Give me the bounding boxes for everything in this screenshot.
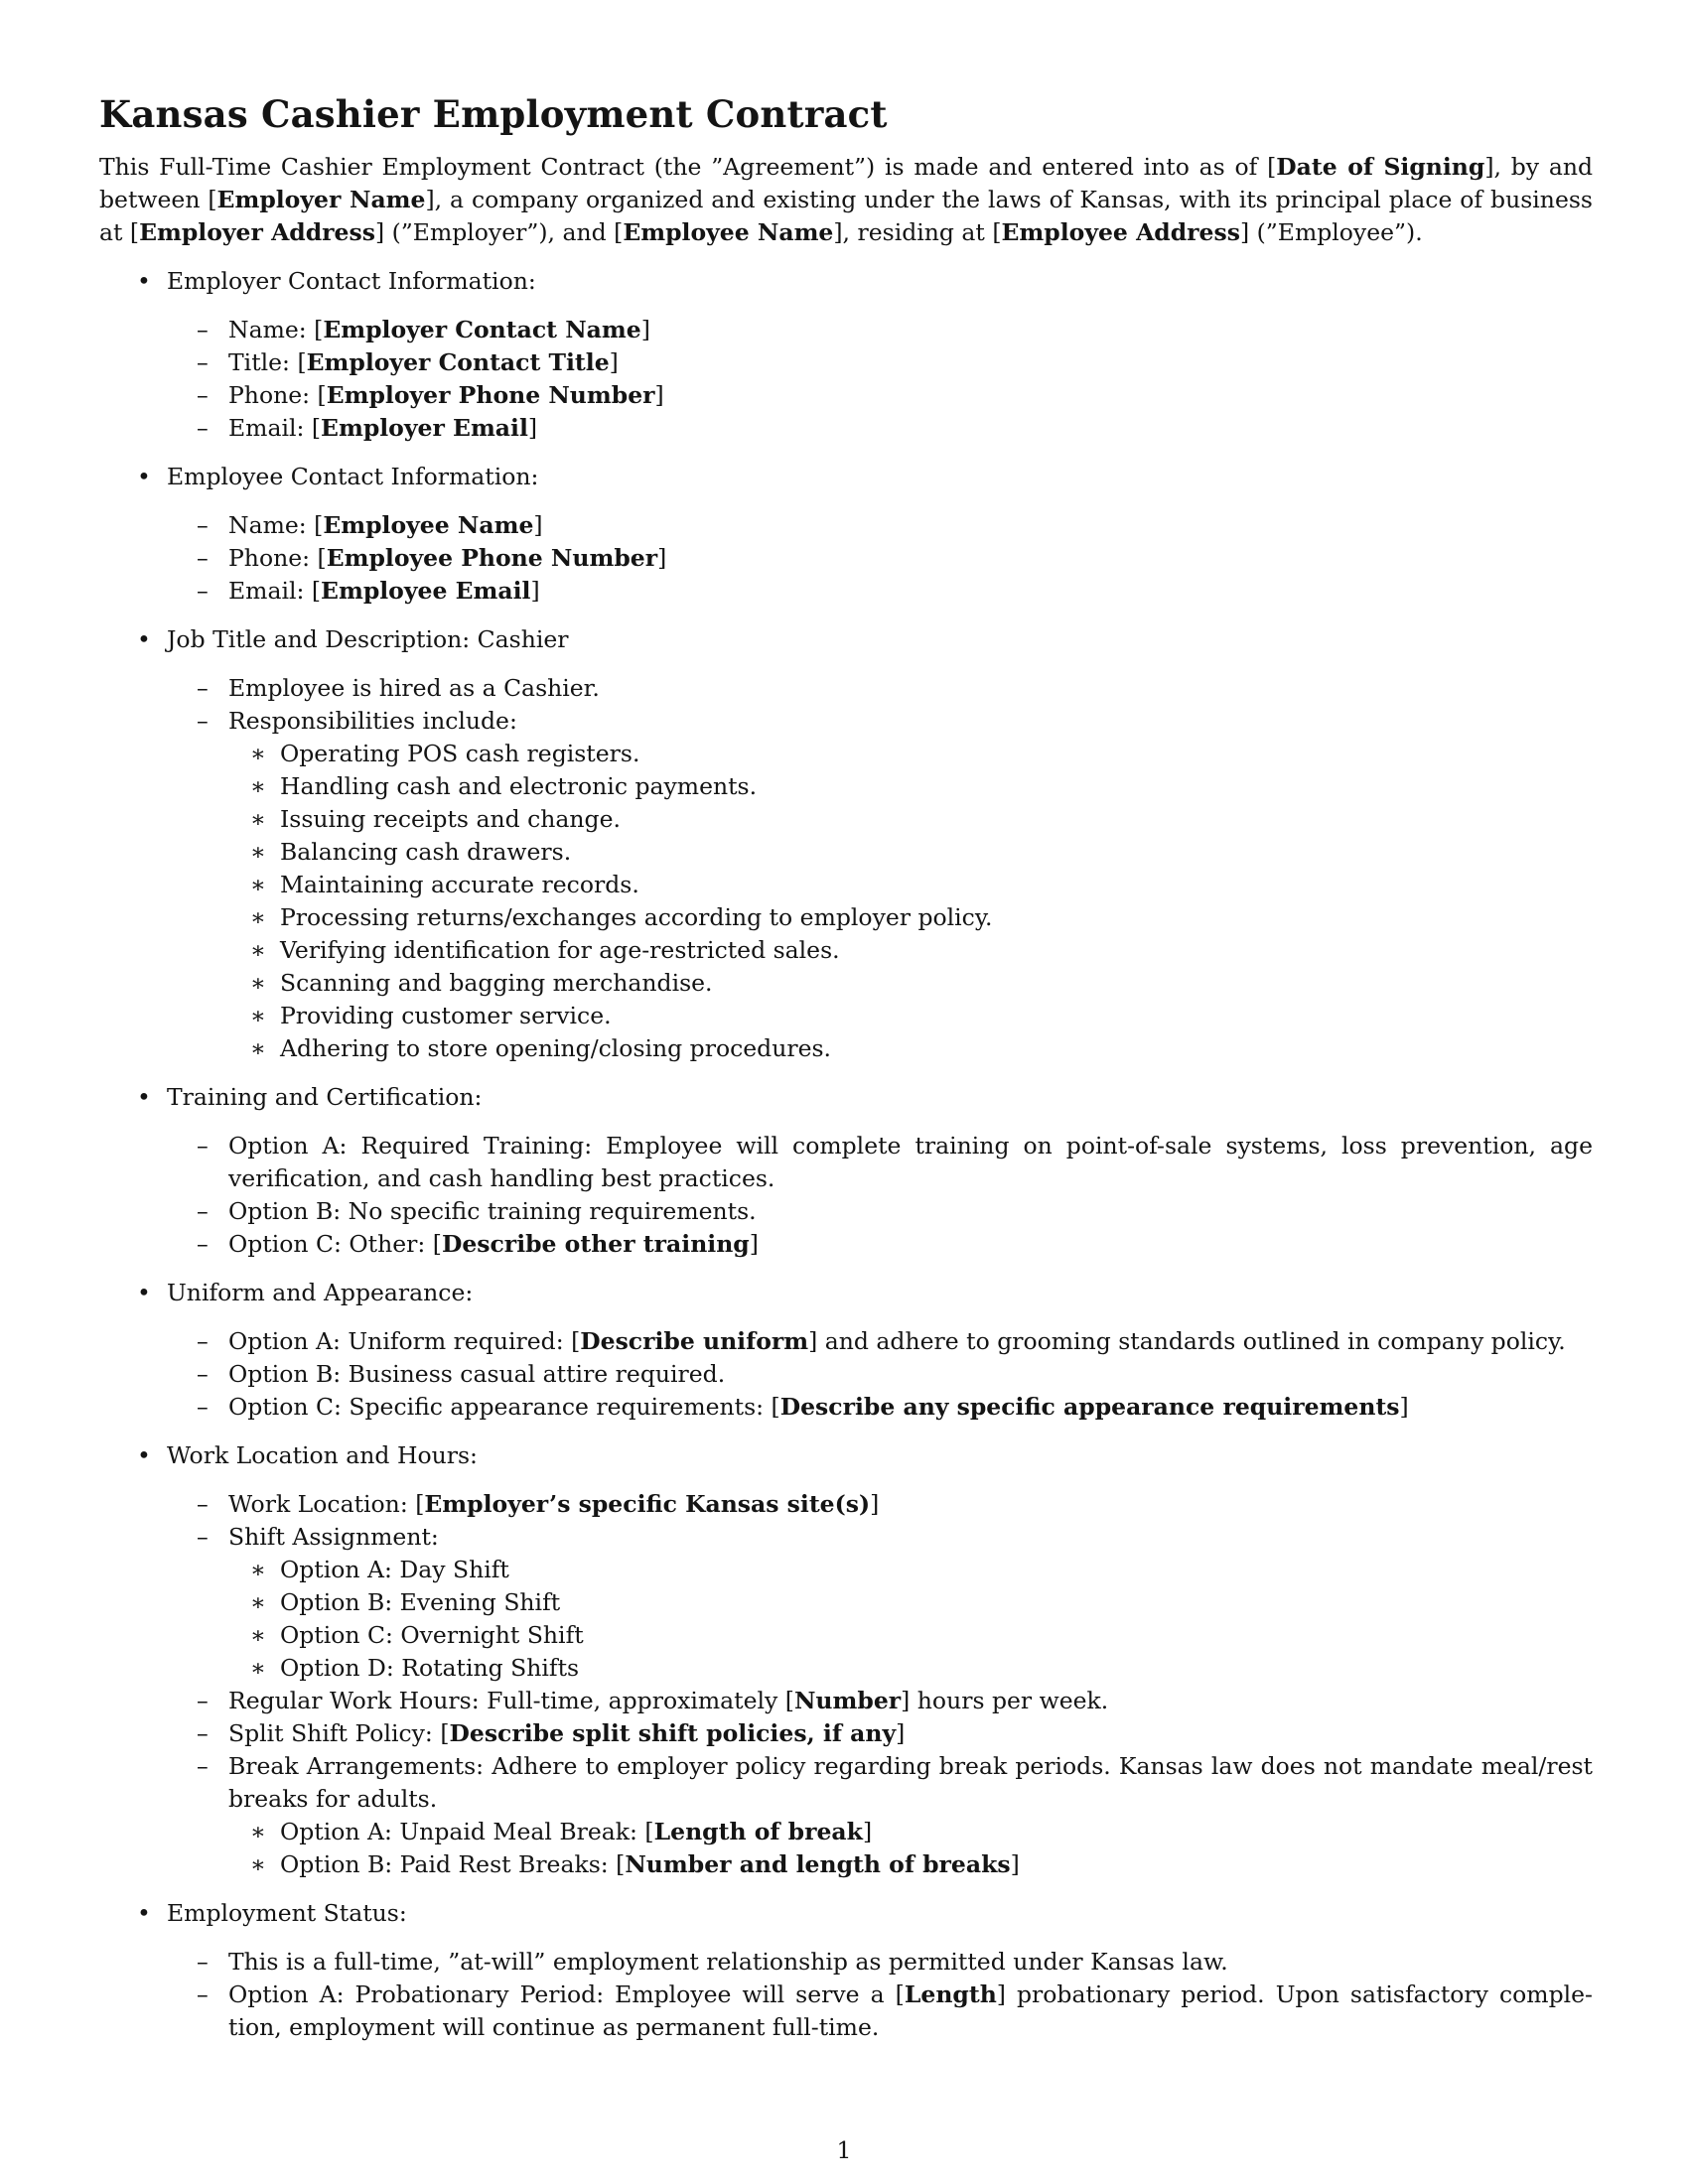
responsibilities-list xyxy=(228,738,1593,1065)
employer-address-placeholder: Employer Address xyxy=(139,218,375,246)
list-item: – Phone: [Employer Phone Number] xyxy=(167,379,1593,412)
list-item: ∗ Option A: Unpaid Meal Break: [Length of break] xyxy=(228,1816,1593,1848)
list-item: – Phone: [Employee Phone Number] xyxy=(167,542,1593,575)
shift-options-list xyxy=(228,1554,1593,1685)
break-options-list xyxy=(228,1816,1593,1881)
list-item: – Break Arrangements: Adhere to employer policy regarding break periods. Kansas law does not mandate meal/rest breaks for adults. ∗ Option A: Unpaid Meal Break: [Length of break] ∗ Option B: Paid Rest Breaks: [Number and length of breaks] xyxy=(167,1750,1593,1881)
section-employment-status: • Employment Status: – This is a full-time, ”at-will” employment relationship as permitted under Kansas law. – Option A: Probationary Period: Employee will serve a [Length] probationary period. Upon satisfactory comple-tion, employment will continue as permanent full-time. xyxy=(99,1897,1593,2044)
section-uniform: • Uniform and Appearance: – Option A: Uniform required: [Describe uniform] and adhere to grooming standards outlined in company policy. – Option B: Business casual attire required. – Option C: Specific appearance requirements: [Describe any specific appearance requirements] xyxy=(99,1277,1593,1424)
list-item: – Option A: Required Training: Employee will complete training on point-of-sale systems, loss prevention, age verification, and cash handling best practices. xyxy=(167,1130,1593,1195)
list-item: ∗ Balancing cash drawers. xyxy=(228,836,1593,869)
list-item: ∗ Operating POS cash registers. xyxy=(228,738,1593,770)
section-training: • Training and Certification: – Option A: Required Training: Employee will complete training on point-of-sale systems, loss prevention, age verification, and cash handling best practices. – Option B: No specific training requirements. – Option C: Other: [Describe other training] xyxy=(99,1081,1593,1261)
list-item: – Responsibilities include: ∗ Operating POS cash registers. ∗ Handling cash and electronic payments. ∗ Issuing receipts and change. ∗ Balancing cash drawers. ∗ Maintaining accurate records. ∗ Processing returns/exchanges according to employer policy. ∗ Verifying identification for age-restricted sales. ∗ Scanning and bagging merchandise. ∗ Providing customer service. ∗ Adhering to store opening/closing procedures. xyxy=(167,705,1593,1065)
list-item: ∗ Option D: Rotating Shifts xyxy=(228,1652,1593,1685)
list-item: – Title: [Employer Contact Title] xyxy=(167,346,1593,379)
list-item: ∗ Providing customer service. xyxy=(228,1000,1593,1032)
section-employer-contact: • Employer Contact Information: – Name: [Employer Contact Name] – Title: [Employer Contact Title] – Phone: [Employer Phone Number] – Email: [Employer Email] xyxy=(99,265,1593,445)
list-item: ∗ Option A: Day Shift xyxy=(228,1554,1593,1586)
employee-address-placeholder: Employee Address xyxy=(1001,218,1240,246)
list-item: – Split Shift Policy: [Describe split shift policies, if any] xyxy=(167,1717,1593,1750)
list-item: ∗ Option C: Overnight Shift xyxy=(228,1619,1593,1652)
section-job-description: • Job Title and Description: Cashier – Employee is hired as a Cashier. – Responsibilities include: ∗ Operating POS cash registers. ∗ Handling cash and electronic payments. ∗ Issuing receipts and change. ∗ Balancing cash drawers. ∗ Maintaining accurate records. ∗ Processing returns/exchanges according to employer policy. ∗ Verifying identification for age-restricted sales. ∗ Scanning and bagging merchandise. ∗ Providing customer service. ∗ Adhering to store opening/closing procedures. xyxy=(99,623,1593,1065)
list-item: ∗ Adhering to store opening/closing procedures. xyxy=(228,1032,1593,1065)
list-item: – Employee is hired as a Cashier. xyxy=(167,672,1593,705)
list-item: – Shift Assignment: ∗ Option A: Day Shift ∗ Option B: Evening Shift ∗ Option C: Overnight Shift ∗ Option D: Rotating Shifts xyxy=(167,1521,1593,1685)
list-item: ∗ Option B: Evening Shift xyxy=(228,1586,1593,1619)
section-employee-contact: • Employee Contact Information: – Name: [Employee Name] – Phone: [Employee Phone Number] – Email: [Employee Email] xyxy=(99,461,1593,608)
list-item: – Regular Work Hours: Full-time, approximately [Number] hours per week. xyxy=(167,1685,1593,1717)
section-work-location: • Work Location and Hours: – Work Location: [Employer’s specific Kansas site(s)] – Shift Assignment: ∗ Option A: Day Shift ∗ Option B: Evening Shift ∗ Option C: Overnight Shift ∗ Option D: Rotating Shifts – Regular Work Hours: Full-time, approximately [Number] hours per week. – Split Shift Policy: [Describe split shift policies, if any] – Break Arrangements: Adhere to employer policy regarding break periods. Kansas law does not mandate meal/rest breaks for adults. ∗ Option A: Unpaid Meal Break: [Length of break] ∗ Option B: Paid Rest Breaks: [Number and length of breaks] xyxy=(99,1439,1593,1881)
list-item: ∗ Maintaining accurate records. xyxy=(228,869,1593,901)
list-item: – Email: [Employee Email] xyxy=(167,575,1593,608)
list-item: ∗ Issuing receipts and change. xyxy=(228,803,1593,836)
list-item: – Option A: Uniform required: [Describe uniform] and adhere to grooming standards outlined in company policy. xyxy=(167,1325,1593,1358)
list-item: – Option C: Specific appearance requirements: [Describe any specific appearance requirements] xyxy=(167,1391,1593,1424)
intro-paragraph: This Full-Time Cashier Employment Contract (the ”Agreement”) is made and entered into as of [Date of Signing], by and between [Employer Name], a company organized and existing under the laws of Kansas, with its principal place of business at [Employer Address] (”Employer”), and [Employee Name], residing at [Employee Address] (”Employee”). xyxy=(99,153,1594,246)
list-item: ∗ Scanning and bagging merchandise. xyxy=(228,967,1593,1000)
contract-page xyxy=(99,89,1593,2044)
list-item: – Option B: Business casual attire required. xyxy=(167,1358,1593,1391)
list-item: – This is a full-time, ”at-will” employment relationship as permitted under Kansas law. xyxy=(167,1946,1593,1979)
list-item: – Option B: No specific training requirements. xyxy=(167,1195,1593,1228)
contract-sections xyxy=(99,265,1593,2044)
list-item: ∗ Option B: Paid Rest Breaks: [Number and length of breaks] xyxy=(228,1848,1593,1881)
date-placeholder: Date of Signing xyxy=(1276,153,1485,181)
employer-name-placeholder: Employer Name xyxy=(216,186,426,213)
list-item: – Name: [Employee Name] xyxy=(167,509,1593,542)
page-title: Kansas Cashier Employment Contract xyxy=(99,92,888,136)
list-item: ∗ Verifying identification for age-restricted sales. xyxy=(228,934,1593,967)
list-item: – Work Location: [Employer’s specific Kansas site(s)] xyxy=(167,1488,1593,1521)
list-item: ∗ Handling cash and electronic payments. xyxy=(228,770,1593,803)
page-number: 1 xyxy=(836,2136,852,2164)
list-item: – Name: [Employer Contact Name] xyxy=(167,314,1593,346)
list-item: – Option C: Other: [Describe other training] xyxy=(167,1228,1593,1261)
employee-name-placeholder: Employee Name xyxy=(623,218,834,246)
list-item: – Email: [Employer Email] xyxy=(167,412,1593,445)
list-item: – Option A: Probationary Period: Employee will serve a [Length] probationary period. Upon satisfactory comple-tion, employment will continue as permanent full-time. xyxy=(167,1979,1593,2044)
list-item: ∗ Processing returns/exchanges according to employer policy. xyxy=(228,901,1593,934)
